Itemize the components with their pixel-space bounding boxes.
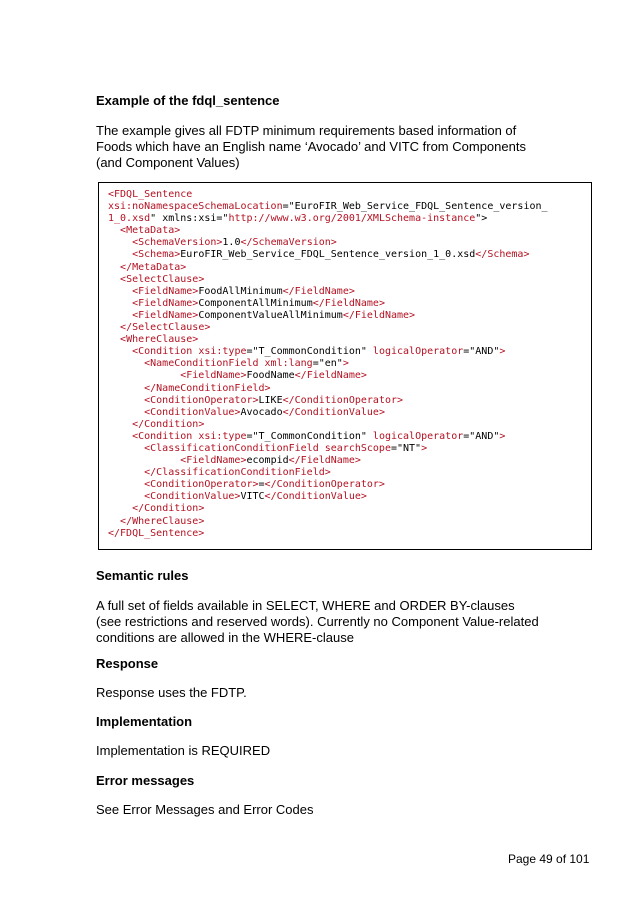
response-heading: Response [96, 656, 159, 671]
code-line: </NameConditionField> [144, 382, 271, 394]
code-line: <FieldName>FoodAllMinimum</FieldName> [132, 285, 355, 297]
code-line: <FieldName>ComponentValueAllMinimum</FieldName> [132, 309, 416, 321]
code-line: <WhereClause> [120, 334, 199, 346]
implementation-text: Implementation is REQUIRED [96, 743, 271, 758]
code-line: <SchemaVersion>1.0</SchemaVersion> [132, 237, 337, 249]
intro-line: (and Component Values) [96, 155, 240, 170]
intro-line: Foods which have an English name ‘Avocado’ and VITC from Components [96, 139, 526, 154]
code-line: <ConditionOperator>LIKE</ConditionOperator> [144, 394, 404, 406]
page-number: Page 49 of 101 [508, 852, 590, 866]
semantic-line: conditions are allowed in the WHERE-clause [96, 630, 354, 645]
semantic-rules-heading: Semantic rules [96, 568, 189, 583]
code-line: 1_0.xsd" xmlns:xsi="http://www.w3.org/2001/XMLSchema-instance"> [108, 213, 488, 225]
code-line: <FieldName>ecompid</FieldName> [180, 455, 361, 467]
code-line: <ConditionValue>VITC</ConditionValue> [144, 491, 367, 503]
code-line: </ClassificationConditionField> [144, 467, 331, 479]
semantic-rules-text [96, 598, 566, 646]
code-line: <ConditionValue>Avocado</ConditionValue> [144, 406, 385, 418]
code-line: <SelectClause> [120, 273, 205, 285]
code-line: </WhereClause> [120, 515, 205, 527]
semantic-line: (see restrictions and reserved words). Currently no Component Value-related [96, 614, 539, 629]
code-line: <MetaData> [120, 225, 181, 237]
code-line: <NameConditionField xml:lang="en"> [144, 358, 349, 370]
example-heading: Example of the fdql_sentence [96, 93, 280, 108]
code-line: <ClassificationConditionField searchScope="NT"> [144, 442, 428, 454]
code-line: </Condition> [132, 503, 205, 515]
code-line: <FieldName>ComponentAllMinimum</FieldName> [132, 297, 385, 309]
intro-line: The example gives all FDTP minimum requirements based information of [96, 123, 517, 138]
error-messages-text: See Error Messages and Error Codes [96, 802, 314, 817]
code-line: xsi:noNamespaceSchemaLocation="EuroFIR_Web_Service_FDQL_Sentence_version_ [108, 201, 548, 213]
code-line: </FDQL_Sentence> [108, 527, 205, 539]
code-line: <FieldName>FoodName</FieldName> [180, 370, 367, 382]
example-intro [96, 123, 566, 171]
semantic-line: A full set of fields available in SELECT, WHERE and ORDER BY-clauses [96, 598, 515, 613]
response-text: Response uses the FDTP. [96, 685, 247, 700]
code-line: <Schema>EuroFIR_Web_Service_FDQL_Sentence_version_1_0.xsd</Schema> [132, 249, 530, 261]
implementation-heading: Implementation [96, 714, 193, 729]
code-line: </SelectClause> [120, 322, 211, 334]
code-line: </Condition> [132, 418, 205, 430]
code-line: </MetaData> [120, 261, 187, 273]
xml-code-listing [108, 189, 548, 540]
code-line: <ConditionOperator>=</ConditionOperator> [144, 479, 385, 491]
code-line: <Condition xsi:type="T_CommonCondition" logicalOperator="AND"> [132, 430, 506, 442]
code-line: <FDQL_Sentence [108, 189, 193, 200]
code-line: <Condition xsi:type="T_CommonCondition" logicalOperator="AND"> [132, 346, 506, 358]
error-messages-heading: Error messages [96, 773, 195, 788]
xml-code-box [98, 182, 592, 550]
